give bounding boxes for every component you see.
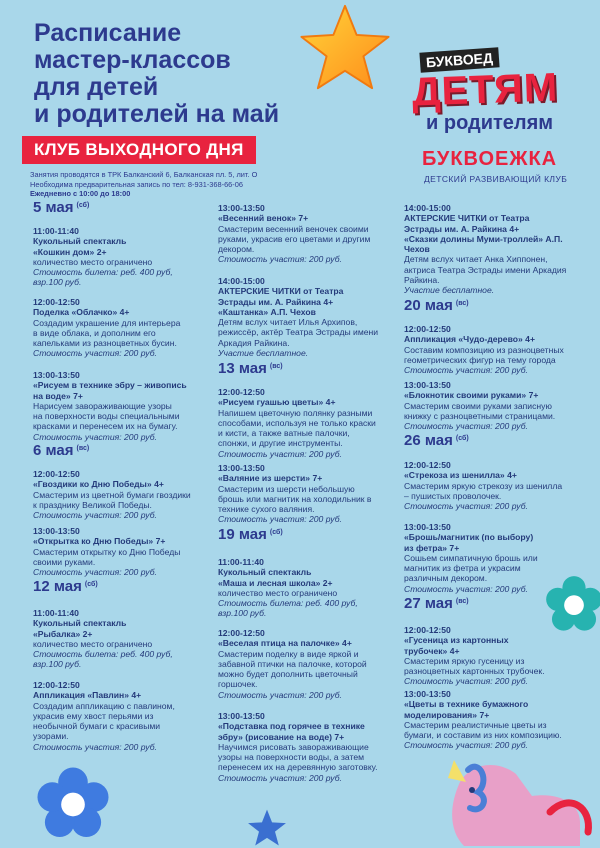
parents-logo: и родителям — [426, 112, 554, 134]
event-item: 13:00-13:50 «Блокнотик своими руками» 7+ Смастерим своими руками записную книжку с разноцветными страницами. Стоимость участия: 200 руб. — [404, 380, 556, 432]
day-heading: 19 мая $^{(сб)}$ — [218, 526, 283, 543]
event-item: 11:00-11:40 Кукольный спектакль «Маша и лесная школа» 2+ количество место ограничено Стоимость билета: реб. 400 руб, взр.100 руб. — [218, 557, 358, 619]
event-item: 14:00-15:00 АКТЕРСКИЕ ЧИТКИ от Театра Эстрады им. А. Райкина 4+ «Каштанка» А.П. Чехов Детям вслух читает Илья Архипов, режиссёр, актёр Театра Эстрады имени Аркадия Райкина. Участие бесплатное. — [218, 276, 379, 359]
bukvoezhka-logo: БУКВОЕЖКА — [422, 148, 558, 170]
event-item: 13:00-13:50 «Брошь/магнитик (по выбору) из фетра» 7+ Сошьем симпатичную брошь или магнитик из фетра и украсим различным декором. Стоимость участия: 200 руб. — [404, 522, 538, 594]
day-heading: 6 мая $^{(вс)}$ — [33, 442, 90, 459]
event-item: 12:00-12:50 «Гвоздики ко Дню Победы» 4+ Смастерим из цветной бумаги гвоздики к празднику Великой Победы. Стоимость участия: 200 руб. — [33, 469, 191, 521]
flower-icon — [36, 766, 110, 840]
event-item: 12:00-12:50 Аппликация «Павлин» 4+ Создадим аппликацию с павлином, украсив ему хвост перьями из необычной бумаги с красивыми узорами. Стоимость участия: 200 руб. — [33, 680, 175, 752]
star-icon — [244, 808, 290, 848]
detyam-logo: ДЕТЯМ — [411, 65, 559, 115]
info-block — [30, 170, 257, 199]
event-item: 12:00-12:50 Поделка «Облачко» 4+ Создадим украшение для интерьера в виде облака, и дополним его капельками из разноцветных бусин. Стоимость участия: 200 руб. — [33, 297, 181, 359]
event-item: 13:00-13:50 «Открытка ко Дню Победы» 7+ Смастерим открытку ко Дню Победы своими руками. Стоимость участия: 200 руб. — [33, 526, 181, 578]
title-line: Расписание — [34, 19, 182, 47]
day-heading: 12 мая $^{(сб)}$ — [33, 578, 98, 595]
event-item: 13:00-13:50 «Весенний венок» 7+ Смастерим весенний веночек своими руками, украсив его цветами и другим декором. Стоимость участия: 200 руб. — [218, 203, 371, 265]
day-heading: 5 мая $^{(сб)}$ — [33, 199, 90, 216]
title-line: мастер-классов — [34, 46, 231, 74]
info-line: Необходима предварительная запись по тел: 8-931-368-66-06 — [30, 179, 243, 189]
event-item: 14:00-15:00 АКТЕРСКИЕ ЧИТКИ от Театра Эстрады им. А. Райкина 4+ «Сказки долины Муми-троллей» А.П. Чехов Детям вслух читает Анка Хиппонен, актриса Театра Эстрады имени Аркадия Райкина. Участие бесплатное. — [404, 203, 567, 296]
event-item: 11:00-11:40 Кукольный спектакль «Кошкин дом» 2+ количество место ограничено Стоимость билета: реб. 400 руб, взр.100 руб. — [33, 226, 173, 288]
flower-icon — [545, 572, 600, 636]
event-item: 13:00-13:50 «Цветы в технике бумажного моделирования» 7+ Смастерим реалистичные цветы из бумаги, и составим из них композицию. Стоимость участия: 200 руб. — [404, 689, 562, 751]
page-title — [34, 20, 304, 128]
day-heading: 26 мая $^{(сб)}$ — [404, 432, 469, 449]
unicorn-icon — [420, 752, 596, 846]
event-item: 13:00-13:50 «Подставка под горячее в технике эбру» (рисование на воде) 7+ Научимся рисовать завораживающие узоры на поверхности воды, а затем перенесем их на деревянную заготовку. Стоимость участия: 200 руб. — [218, 711, 378, 783]
day-heading: 20 мая $^{(вс)}$ — [404, 297, 469, 314]
event-item: 12:00-12:50 «Стрекоза из шенилла» 4+ Смастерим яркую стрекозу из шенилла – пушистых проволочек. Стоимость участия: 200 руб. — [404, 460, 563, 512]
title-line: для детей — [34, 73, 159, 101]
star-icon — [296, 2, 394, 94]
event-item: 13:00-13:50 «Валяние из шерсти» 7+ Смастерим из шерсти небольшую брошь или магнитик на холодильник в технике сухого валяния. Стоимость участия: 200 руб. — [218, 463, 372, 525]
event-item: 12:00-12:50 Аппликация «Чудо-дерево» 4+ Составим композицию из разноцветных геометрических фигур на тему города Стоимость участия: 200 руб. — [404, 324, 564, 376]
info-line: Занятия проводятся в ТРК Балканский 6, Балканская пл. 5, лит. О — [30, 170, 258, 179]
title-line: и родителей на май — [34, 100, 280, 128]
event-item: 11:00-11:40 Кукольный спектакль «Рыбалка» 2+ количество место ограничено Стоимость билета: реб. 400 руб, взр.100 руб. — [33, 608, 173, 670]
event-item: 12:00-12:50 «Веселая птица на палочке» 4+ Смастерим поделку в виде яркой и забавной птички на палочке, которой можно будет дополнить цветочный горшочек. Стоимость участия: 200 руб. — [218, 628, 367, 700]
bukvoed-logo: БУКВОЕД — [419, 47, 499, 72]
club-banner: КЛУБ ВЫХОДНОГО ДНЯ — [22, 136, 256, 164]
info-line: Ежедневно с 10:00 до 18:00 — [30, 189, 131, 199]
day-heading: 13 мая $^{(вс)}$ — [218, 360, 283, 377]
event-item: 12:00-12:50 «Рисуем гуашью цветы» 4+ Напишем цветочную полянку разными способами, используя не только краски и кисти, а также ватные палочки, спонжи, и другие инструменты. Стоимость участия: 200 руб. — [218, 387, 376, 459]
event-item: 13:00-13:50 «Рисуем в технике эбру – живопись на воде» 7+ Нарисуем завораживающие узоры на поверхности воды специальными красками и перенесем их на бумагу. Стоимость участия: 200 руб. — [33, 370, 187, 442]
club-subtitle: ДЕТСКИЙ РАЗВИВАЮЩИЙ КЛУБ — [424, 174, 568, 184]
day-heading: 27 мая $^{(вс)}$ — [404, 595, 469, 612]
event-item: 12:00-12:50 «Гусеница из картонных трубочек» 4+ Смастерим яркую гусеницу из разноцветных картонных трубочек. Стоимость участия: 200 руб. — [404, 625, 545, 687]
